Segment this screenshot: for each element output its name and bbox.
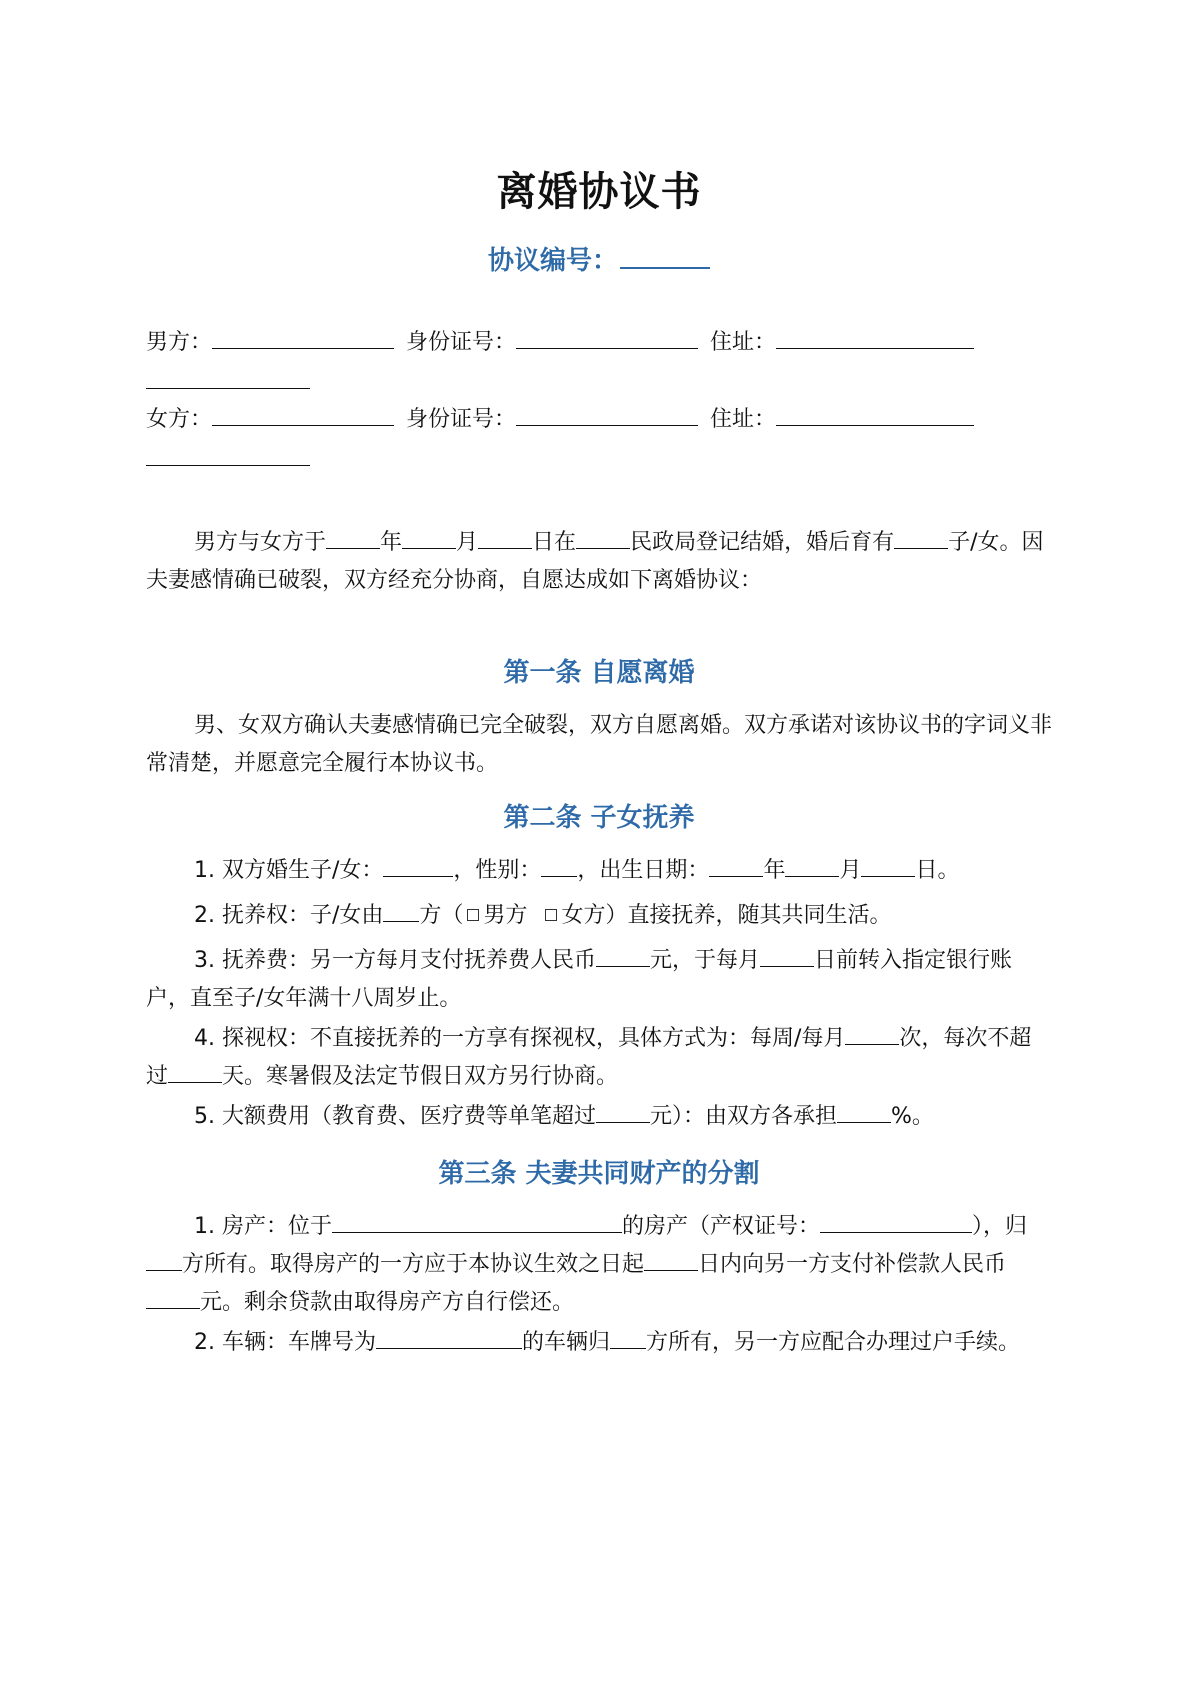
article-3-heading: 第三条 夫妻共同财产的分割 bbox=[438, 1159, 760, 1189]
blank bbox=[146, 443, 310, 466]
blank bbox=[383, 854, 453, 877]
female-label: 女方： bbox=[146, 407, 213, 432]
blank bbox=[332, 1210, 622, 1233]
article-1-text: 男、女双方确认夫妻感情确已完全破裂，双方自愿离婚。双方承诺对该协议书的字词义非常清楚，并愿意完全履行本协议书。 bbox=[146, 713, 1053, 776]
item-text: 元，于每月 bbox=[650, 948, 761, 973]
blank bbox=[861, 854, 915, 877]
item-text: 天。寒暑假及法定节假日双方另行协商。 bbox=[222, 1064, 619, 1089]
blank bbox=[845, 1022, 899, 1045]
item-text: %。 bbox=[891, 1104, 934, 1129]
blank bbox=[776, 326, 974, 349]
blank bbox=[402, 526, 456, 549]
article-2-item-2 bbox=[146, 897, 1052, 935]
item-text: ，性别： bbox=[453, 858, 542, 883]
item-text: 2. 车辆：车牌号为 bbox=[194, 1330, 376, 1355]
female-checkbox[interactable] bbox=[545, 909, 557, 921]
blank bbox=[326, 526, 380, 549]
article-3-item-1 bbox=[146, 1208, 1052, 1322]
blank bbox=[644, 1248, 698, 1271]
blank bbox=[894, 526, 948, 549]
item-text: 次，每次不超过 bbox=[146, 1026, 1032, 1089]
intro-text: /女。因夫妻感情确已破裂，双方经充分协商，自愿达成如下离婚协议： bbox=[146, 530, 1044, 593]
male-party-line bbox=[146, 323, 1052, 403]
blank bbox=[212, 326, 394, 349]
article-2-item-4 bbox=[146, 1020, 1052, 1096]
male-checkbox[interactable] bbox=[467, 909, 479, 921]
intro-text: 月 bbox=[456, 530, 479, 555]
blank bbox=[709, 854, 763, 877]
blank bbox=[962, 1210, 972, 1233]
item-text: 方所有，另一方应配合办理过户手续。 bbox=[646, 1330, 1021, 1355]
female-party-line bbox=[146, 400, 1052, 480]
blank bbox=[837, 1100, 891, 1123]
agreement-number-label: 协议编号： bbox=[487, 246, 618, 276]
blank bbox=[516, 403, 698, 426]
article-3-item-2 bbox=[146, 1324, 1052, 1362]
blank bbox=[776, 403, 974, 426]
item-text: 的车辆归 bbox=[521, 1330, 610, 1355]
blank bbox=[785, 854, 839, 877]
article-2-item-3 bbox=[146, 942, 1052, 1018]
item-text: 5. 大额费用（教育费、医疗费等单笔超过 bbox=[194, 1104, 596, 1129]
item-text: 元）：由双方各承担 bbox=[650, 1104, 838, 1129]
item-text: 1. 双方婚生子/女： bbox=[194, 858, 384, 883]
blank bbox=[146, 1248, 182, 1271]
blank bbox=[516, 326, 698, 349]
blank bbox=[610, 1326, 646, 1349]
document-title: 离婚协议书 bbox=[496, 169, 702, 215]
item-text: 年 bbox=[763, 858, 786, 883]
female-option-label: 女方 bbox=[561, 903, 606, 928]
intro-paragraph bbox=[146, 524, 1052, 600]
female-address-label: 住址： bbox=[710, 407, 777, 432]
male-id-label: 身份证号： bbox=[406, 330, 517, 355]
blank bbox=[596, 1100, 650, 1123]
article-2-item-1 bbox=[146, 852, 1052, 890]
blank bbox=[212, 403, 394, 426]
male-label: 男方： bbox=[146, 330, 213, 355]
item-text: ，出生日期： bbox=[577, 858, 710, 883]
item-text: 元。剩余贷款由取得房产方自行偿还。 bbox=[200, 1290, 575, 1315]
blank bbox=[760, 944, 814, 967]
agreement-number bbox=[146, 240, 1052, 277]
item-text: 月 bbox=[839, 858, 862, 883]
item-text: 日。 bbox=[915, 858, 960, 883]
item-text: 方（ bbox=[419, 903, 464, 928]
intro-text: 男方与女方于 bbox=[194, 530, 327, 555]
blank bbox=[383, 899, 419, 922]
item-text: 的房产（产权证号： bbox=[621, 1214, 820, 1239]
blank bbox=[576, 526, 630, 549]
blank bbox=[146, 366, 310, 389]
blank bbox=[168, 1060, 222, 1083]
article-1-heading: 第一条 自愿离婚 bbox=[503, 658, 695, 688]
male-option-label: 男方 bbox=[483, 903, 528, 928]
item-text: ）直接抚养，随其共同生活。 bbox=[605, 903, 892, 928]
intro-text: 年 bbox=[380, 530, 403, 555]
agreement-number-blank bbox=[620, 241, 710, 269]
item-text: 方所有。取得房产的一方应于本协议生效之日起 bbox=[182, 1252, 645, 1277]
female-id-label: 身份证号： bbox=[406, 407, 517, 432]
intro-text: 日在 bbox=[532, 530, 577, 555]
item-text: 2. 抚养权：子/女由 bbox=[194, 903, 384, 928]
article-2-heading: 第二条 子女抚养 bbox=[503, 803, 695, 833]
intro-text: 子 bbox=[948, 530, 971, 555]
blank bbox=[596, 944, 650, 967]
blank bbox=[541, 854, 577, 877]
item-text: 1. 房产：位于 bbox=[194, 1214, 332, 1239]
intro-text: 民政局登记结婚，婚后育有 bbox=[630, 530, 895, 555]
blank bbox=[820, 1210, 962, 1233]
item-text: 3. 抚养费：另一方每月支付抚养费人民币 bbox=[194, 948, 596, 973]
blank bbox=[376, 1326, 522, 1349]
blank bbox=[146, 1286, 200, 1309]
item-text: 日前转入指定银行账户，直至子/女年满十八周岁止。 bbox=[146, 948, 1013, 1011]
item-text: ），归 bbox=[972, 1214, 1028, 1239]
blank bbox=[478, 526, 532, 549]
item-text: 日内向另一方支付补偿款人民币 bbox=[698, 1252, 1007, 1277]
item-text: 4. 探视权：不直接抚养的一方享有探视权，具体方式为：每周/每月 bbox=[194, 1026, 846, 1051]
male-address-label: 住址： bbox=[710, 330, 777, 355]
article-2-item-5 bbox=[146, 1098, 1052, 1136]
